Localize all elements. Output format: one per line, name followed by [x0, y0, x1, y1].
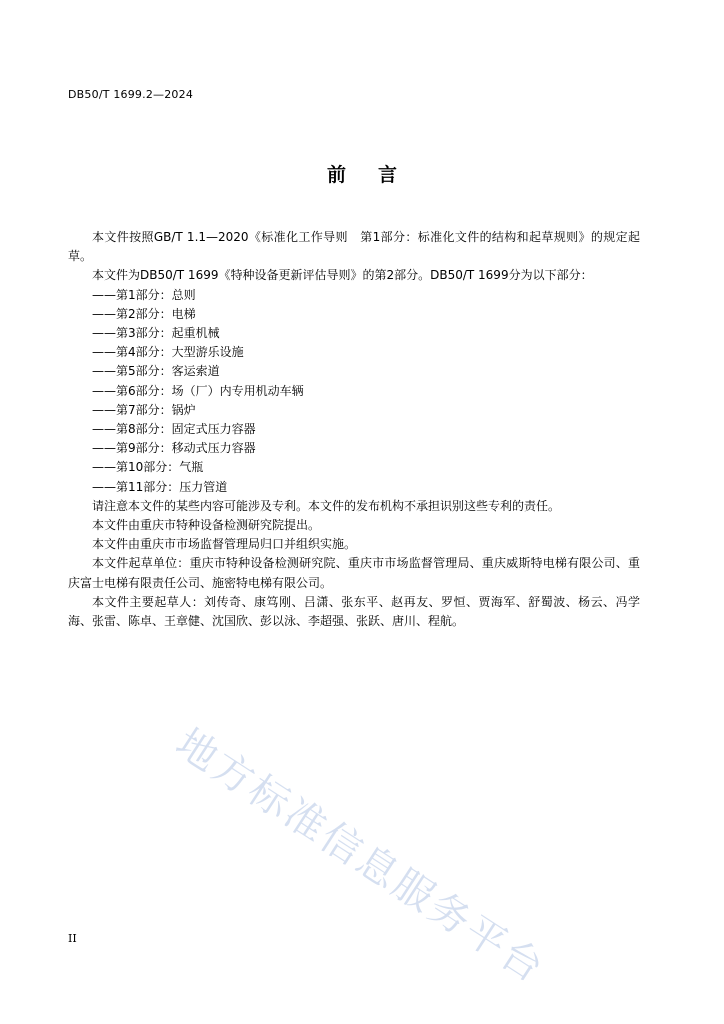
paragraph-patent-notice: 请注意本文件的某些内容可能涉及专利。本文件的发布机构不承担识别这些专利的责任。 [92, 498, 561, 513]
list-item: ——第3部分：起重机械 [92, 326, 220, 341]
list-item: ——第2部分：电梯 [92, 306, 196, 321]
paragraph-drafting-rules: 本文件按照GB/T 1.1—2020《标准化工作导则 第1部分：标准化文件的结构和起草规则》的规定起草。 [68, 230, 640, 264]
paragraph-proposer: 本文件由重庆市特种设备检测研究院提出。 [92, 518, 321, 533]
paragraph-series-intro: 本文件为DB50/T 1699《特种设备更新评估导则》的第2部分。DB50/T 1699分为以下部分： [92, 268, 593, 283]
list-item: ——第1部分：总则 [92, 287, 196, 302]
paragraph-drafting-units: 本文件起草单位：重庆市特种设备检测研究院、重庆市市场监督管理局、重庆威斯特电梯有限公司、重庆富士电梯有限责任公司、施密特电梯有限公司。 [68, 556, 640, 590]
foreword-body [68, 228, 640, 631]
list-item: ——第6部分：场（厂）内专用机动车辆 [92, 383, 304, 398]
list-item: ——第11部分：压力管道 [92, 479, 228, 494]
list-item: ——第9部分：移动式压力容器 [92, 441, 256, 456]
list-item: ——第10部分：气瓶 [92, 460, 204, 475]
paragraph-administrator: 本文件由重庆市市场监督管理局归口并组织实施。 [92, 537, 357, 552]
paragraph-drafters: 本文件主要起草人：刘传奇、康笃刚、吕潇、张东平、赵再友、罗恒、贾海军、舒蜀波、杨云、冯学海、张雷、陈卓、王章健、沈国欣、彭以泳、李超强、张跃、唐川、程航。 [68, 594, 640, 629]
list-item: ——第4部分：大型游乐设施 [92, 345, 244, 360]
list-item: ——第7部分：锅炉 [92, 402, 196, 417]
list-item: ——第8部分：固定式压力容器 [92, 422, 256, 437]
watermark: 地方标准信息服务平台 [167, 720, 554, 993]
list-item: ——第5部分：客运索道 [92, 364, 220, 379]
document-code: DB50/T 1699.2—2024 [68, 88, 194, 101]
page-title: 前言 [326, 164, 429, 186]
parts-list [68, 286, 640, 497]
page-number: II [68, 932, 77, 945]
